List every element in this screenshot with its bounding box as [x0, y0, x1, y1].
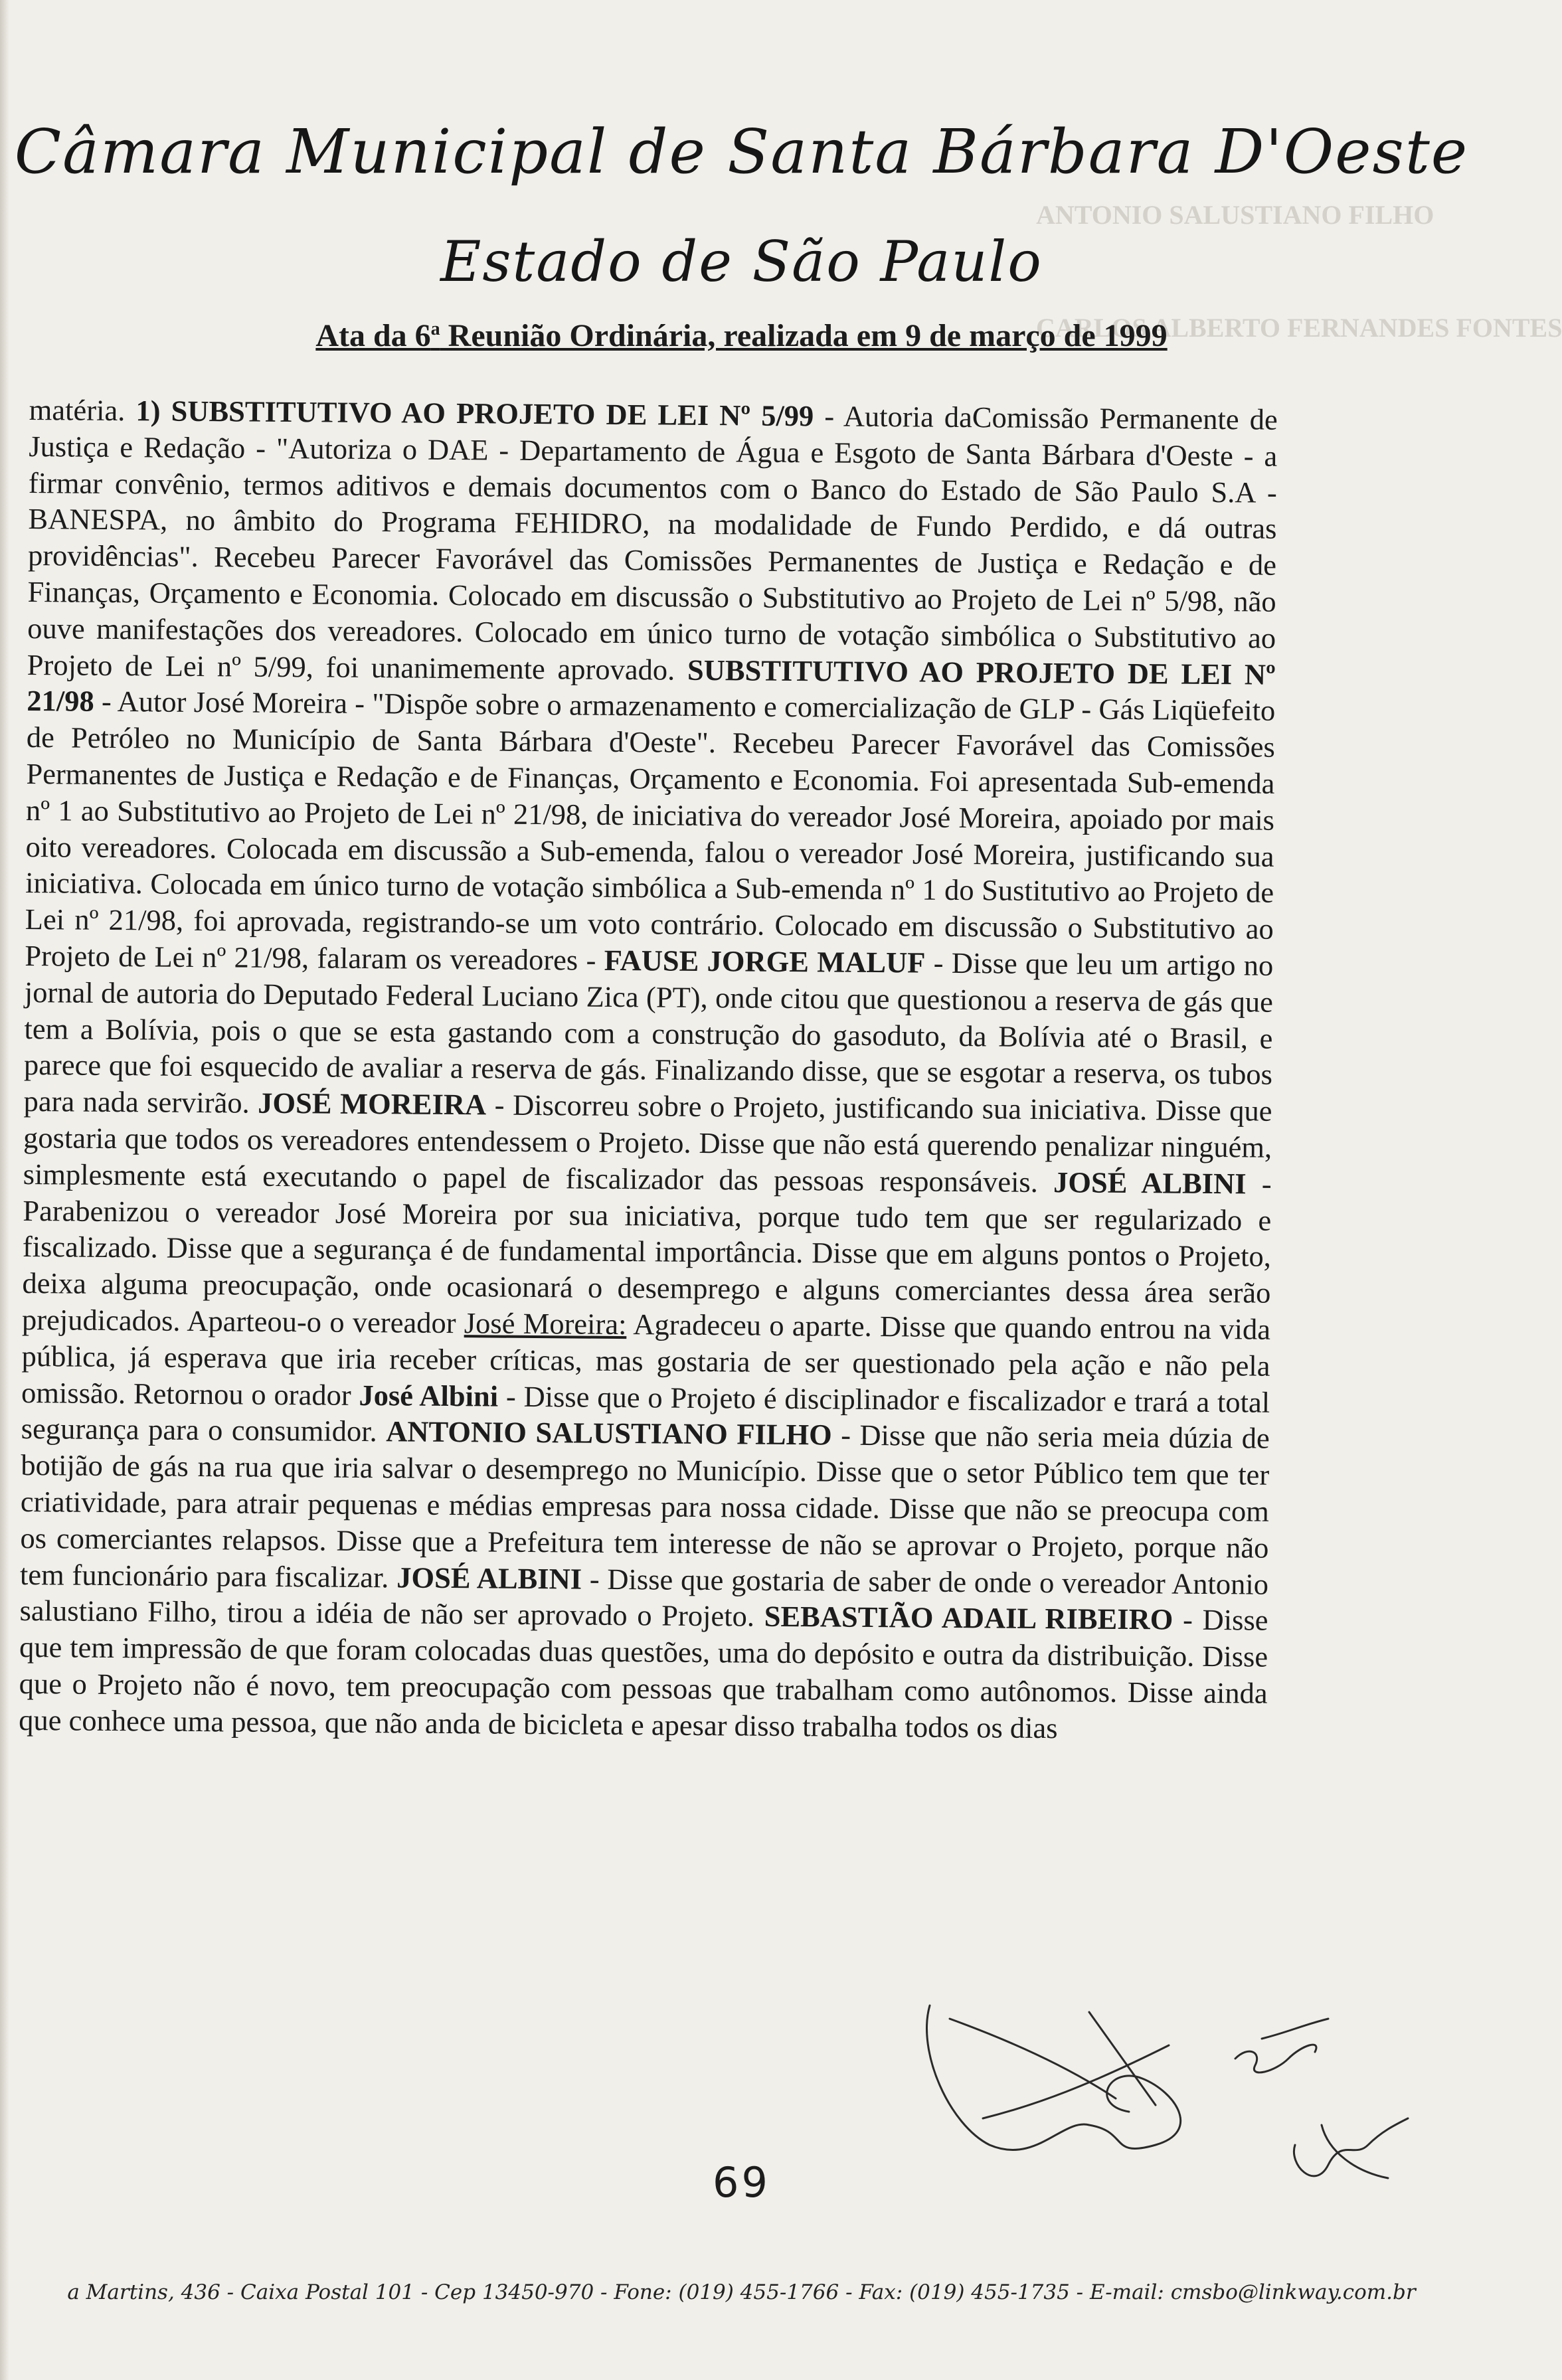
speaker-name: SEBASTIÃO ADAIL RIBEIRO [764, 1600, 1173, 1636]
speaker-name: José Moreira: [464, 1306, 627, 1341]
speaker-name: JOSÉ ALBINI [1053, 1165, 1247, 1201]
chamber-name: Câmara Municipal de Santa Bárbara D'Oeste [14, 116, 1469, 187]
item-heading: SUBSTITUTIVO AO PROJETO DE LEI Nº 21/98 [27, 653, 1276, 719]
page-edge [0, 0, 9, 2380]
bleed-through-text: ANTONIO SALUSTIANO FILHO [1036, 200, 1434, 230]
item-heading: 1) SUBSTITUTIVO AO PROJETO DE LEI Nº 5/99 [135, 394, 814, 433]
speaker-name: José Albini [359, 1378, 499, 1413]
minutes-title: Ata da 6$^a$ Reunião Ordinária, realizada em 9 de março de 1999 [315, 318, 1168, 353]
speaker-name: JOSÉ ALBINI [396, 1560, 582, 1596]
speaker-name: ANTONIO SALUSTIANO FILHO [385, 1414, 832, 1452]
bleed-through-text: CARLOS ALBERTO FERNANDES FONTES [1036, 313, 1562, 343]
speaker-name: JOSÉ MOREIRA [258, 1086, 487, 1122]
page-number: 69 [713, 2158, 770, 2207]
speaker-name: FAUSE JORGE MALUF [604, 943, 926, 979]
footer-address: a Martins, 436 - Caixa Postal 101 - Cep 13450-970 - Fone: (019) 455-1766 - Fax: (019) 455-1735 - E-mail: cmsbo@linkway.com.br [67, 2280, 1416, 2304]
state-name: Estado de São Paulo [440, 229, 1043, 294]
minutes-body: matéria. 1) SUBSTITUTIVO AO PROJETO DE LEI Nº 5/99 - Autoria daComissão Permanente de Justiça e Redação - "Autoriza o DAE - Departamento de Água e Esgoto de Santa Bárbara d'Oeste - a firmar convênio, termos aditivos e demais documentos com o Banco do Estado de São Paulo S.A - BANESPA, no âmbito do Programa FEHIDRO, na modalidade de Fundo Perdido, e dá outras providências". Recebeu Parecer Favorável das Comissões Permanentes de Justiça e Redação e de Finanças, Orçamento e Economia. Colocado em discussão o Substitutivo ao Projeto de Lei nº 5/98, não ouve manifestações dos vereadores. Colocado em único turno de votação simbólica o Substitutivo ao Projeto de Lei nº 5/99, foi unanimemente aprovado. SUBSTITUTIVO AO PROJETO DE LEI Nº 21/98 - Autor José Moreira - "Dispõe sobre o armazenamento e comercialização de GLP - Gás Liqüefeito de Petróleo no Município de Santa Bárbara d'Oeste". Recebeu Parecer Favorável das Comissões Permanentes de Justiça e Redação e de Finanças, Orçamento e Economia. Foi apresentada Sub-emenda nº 1 ao Substitutivo ao Projeto de Lei nº 21/98, de iniciativa do vereador José Moreira, apoiado por mais oito vereadores. Colocada em discussão a Sub-emenda, falou o vereador José Moreira, justificando sua iniciativa. Colocada em único turno de votação simbólica a Sub-emenda nº 1 do Sustitutivo ao Projeto de Lei nº 21/98, foi aprovada, registrando-se um voto contrário. Colocado em discussão o Substitutivo ao Projeto de Lei nº 21/98, falaram os vereadores - FAUSE JORGE MALUF - Disse que leu um artigo no jornal de autoria do Deputado Federal Luciano Zica (PT), onde citou que questionou a reserva de gás que tem a Bolívia, pois o que se esta gastando com a construção do gasoduto, da Bolívia até o Brasil, e parece que foi esquecido de avaliar a reserva de gás. Finalizando disse, que se esgotar a reserva, os tubos para nada servirão. JOSÉ MOREIRA - Discorreu sobre o Projeto, justificando sua iniciativa. Disse que gostaria que todos os vereadores entendessem o Projeto. Disse que não está querendo penalizar ninguém, simplesmente está executando o papel de fiscalizador das pessoas responsáveis. JOSÉ ALBINI - Parabenizou o vereador José Moreira por sua iniciativa, porque tudo tem que ser regularizado e fiscalizado. Disse que a segurança é de fundamental importância. Disse que em alguns pontos o Projeto, deixa alguma preocupação, onde ocasionará o desemprego e alguns comerciantes dessa área serão prejudicados. Aparteou-o o vereador José Moreira: Agradeceu o aparte. Disse que quando entrou na vida pública, já esperava que iria receber críticas, mas gostaria de ser questionado pela ação e não pela omissão. Retornou o orador José Albini - Disse que o Projeto é disciplinador e fiscalizador e trará a total segurança para o consumidor. ANTONIO SALUSTIANO FILHO - Disse que não seria meia dúzia de botijão de gás na rua que iria salvar o desemprego no Município. Disse que o setor Público tem que ter criatividade, para atrair pequenas e médias empresas para nossa cidade. Disse que não se preocupa com os comerciantes relapsos. Disse que a Prefeitura tem interesse de não se aprovar o Projeto, porque não tem funcionário para fiscalizar. JOSÉ ALBINI - Disse que gostaria de saber de onde o vereador Antonio salustiano Filho, tirou a idéia de não ser aprovado o Projeto. SEBASTIÃO ADAIL RIBEIRO - Disse que tem impressão de que foram colocadas duas questões, uma do depósito e outra da distribuição. Disse que o Projeto não é novo, tem preocupação com pessoas que trabalham como autônomos. Disse ainda que conhece uma pessoa, que não anda de bicicleta e apesar disso trabalha todos os dias [19, 392, 1278, 1744]
